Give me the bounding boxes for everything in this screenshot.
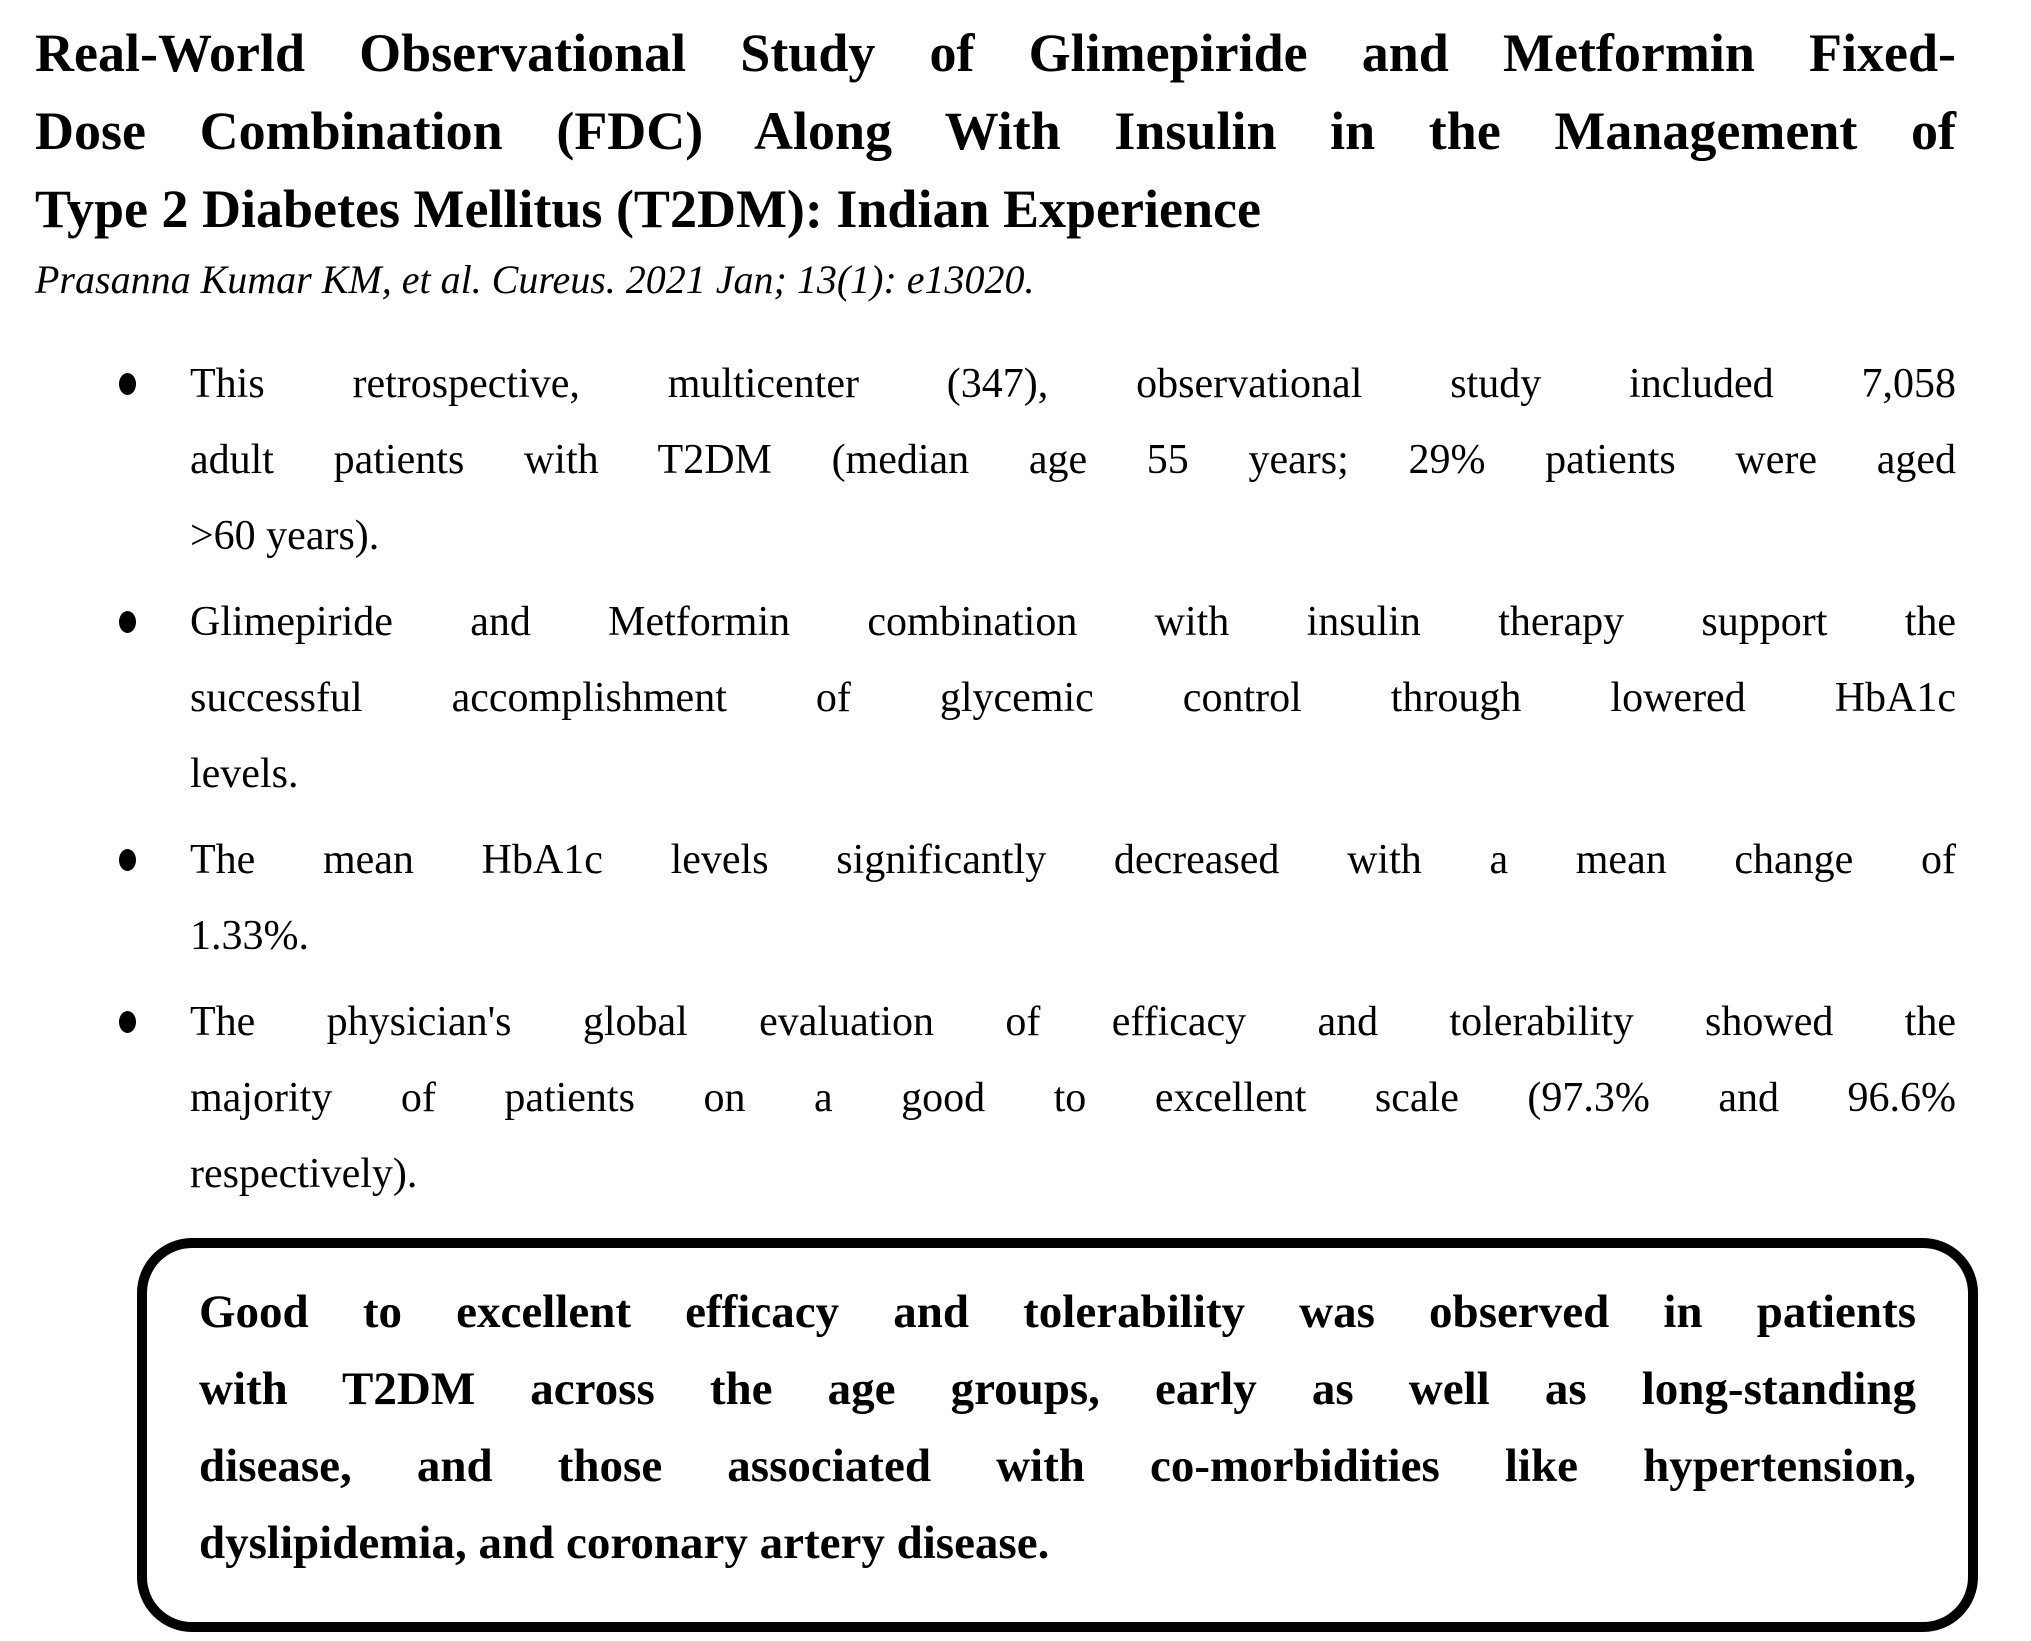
citation: Prasanna Kumar KM, et al. Cureus. 2021 Jan; 13(1): e13020.: [35, 257, 1035, 302]
summary-line-2: with T2DM across the age groups, early as well as long-standing: [199, 1363, 1916, 1415]
bullet-2-line-3: levels.: [190, 751, 299, 797]
bullet-2-line-2: successful accomplishment of glycemic control through lowered HbA1c: [190, 675, 1956, 721]
bullet-icon: [119, 1011, 136, 1033]
bullet-item-2: [35, 584, 1956, 812]
bullet-2-line-1: Glimepiride and Metformin combination with insulin therapy support the: [190, 599, 1956, 645]
bullet-list: [35, 346, 1956, 1212]
bullet-item-3: [35, 822, 1956, 974]
bullet-1-line-2: adult patients with T2DM (median age 55 years; 29% patients were aged: [190, 437, 1956, 483]
bullet-4-line-2: majority of patients on a good to excellent scale (97.3% and 96.6%: [190, 1075, 1956, 1121]
title-line-2: Dose Combination (FDC) Along With Insulin in the Management of: [35, 101, 1956, 161]
page-title: [35, 14, 1956, 248]
bullet-icon: [119, 849, 136, 871]
bullet-icon: [119, 611, 136, 633]
bullet-3-line-1: The mean HbA1c levels significantly decreased with a mean change of: [190, 837, 1956, 883]
bullet-item-1: [35, 346, 1956, 574]
title-line-3: Type 2 Diabetes Mellitus (T2DM): Indian Experience: [35, 179, 1261, 239]
bullet-1-line-3: >60 years).: [190, 513, 380, 559]
bullet-3-line-2: 1.33%.: [190, 913, 309, 959]
bullet-1-line-1: This retrospective, multicenter (347), observational study included 7,058: [190, 361, 1956, 407]
bullet-item-4: [35, 984, 1956, 1212]
summary-line-3: disease, and those associated with co-morbidities like hypertension,: [199, 1440, 1916, 1492]
title-line-1: Real-World Observational Study of Glimepiride and Metformin Fixed-: [35, 23, 1956, 83]
bullet-icon: [119, 373, 136, 395]
summary-line-1: Good to excellent efficacy and tolerability was observed in patients: [199, 1286, 1916, 1338]
summary-line-4: dyslipidemia, and coronary artery disease.: [199, 1517, 1050, 1569]
summary-box: [137, 1238, 1978, 1632]
bullet-4-line-1: The physician's global evaluation of efficacy and tolerability showed the: [190, 999, 1956, 1045]
bullet-4-line-3: respectively).: [190, 1151, 418, 1197]
